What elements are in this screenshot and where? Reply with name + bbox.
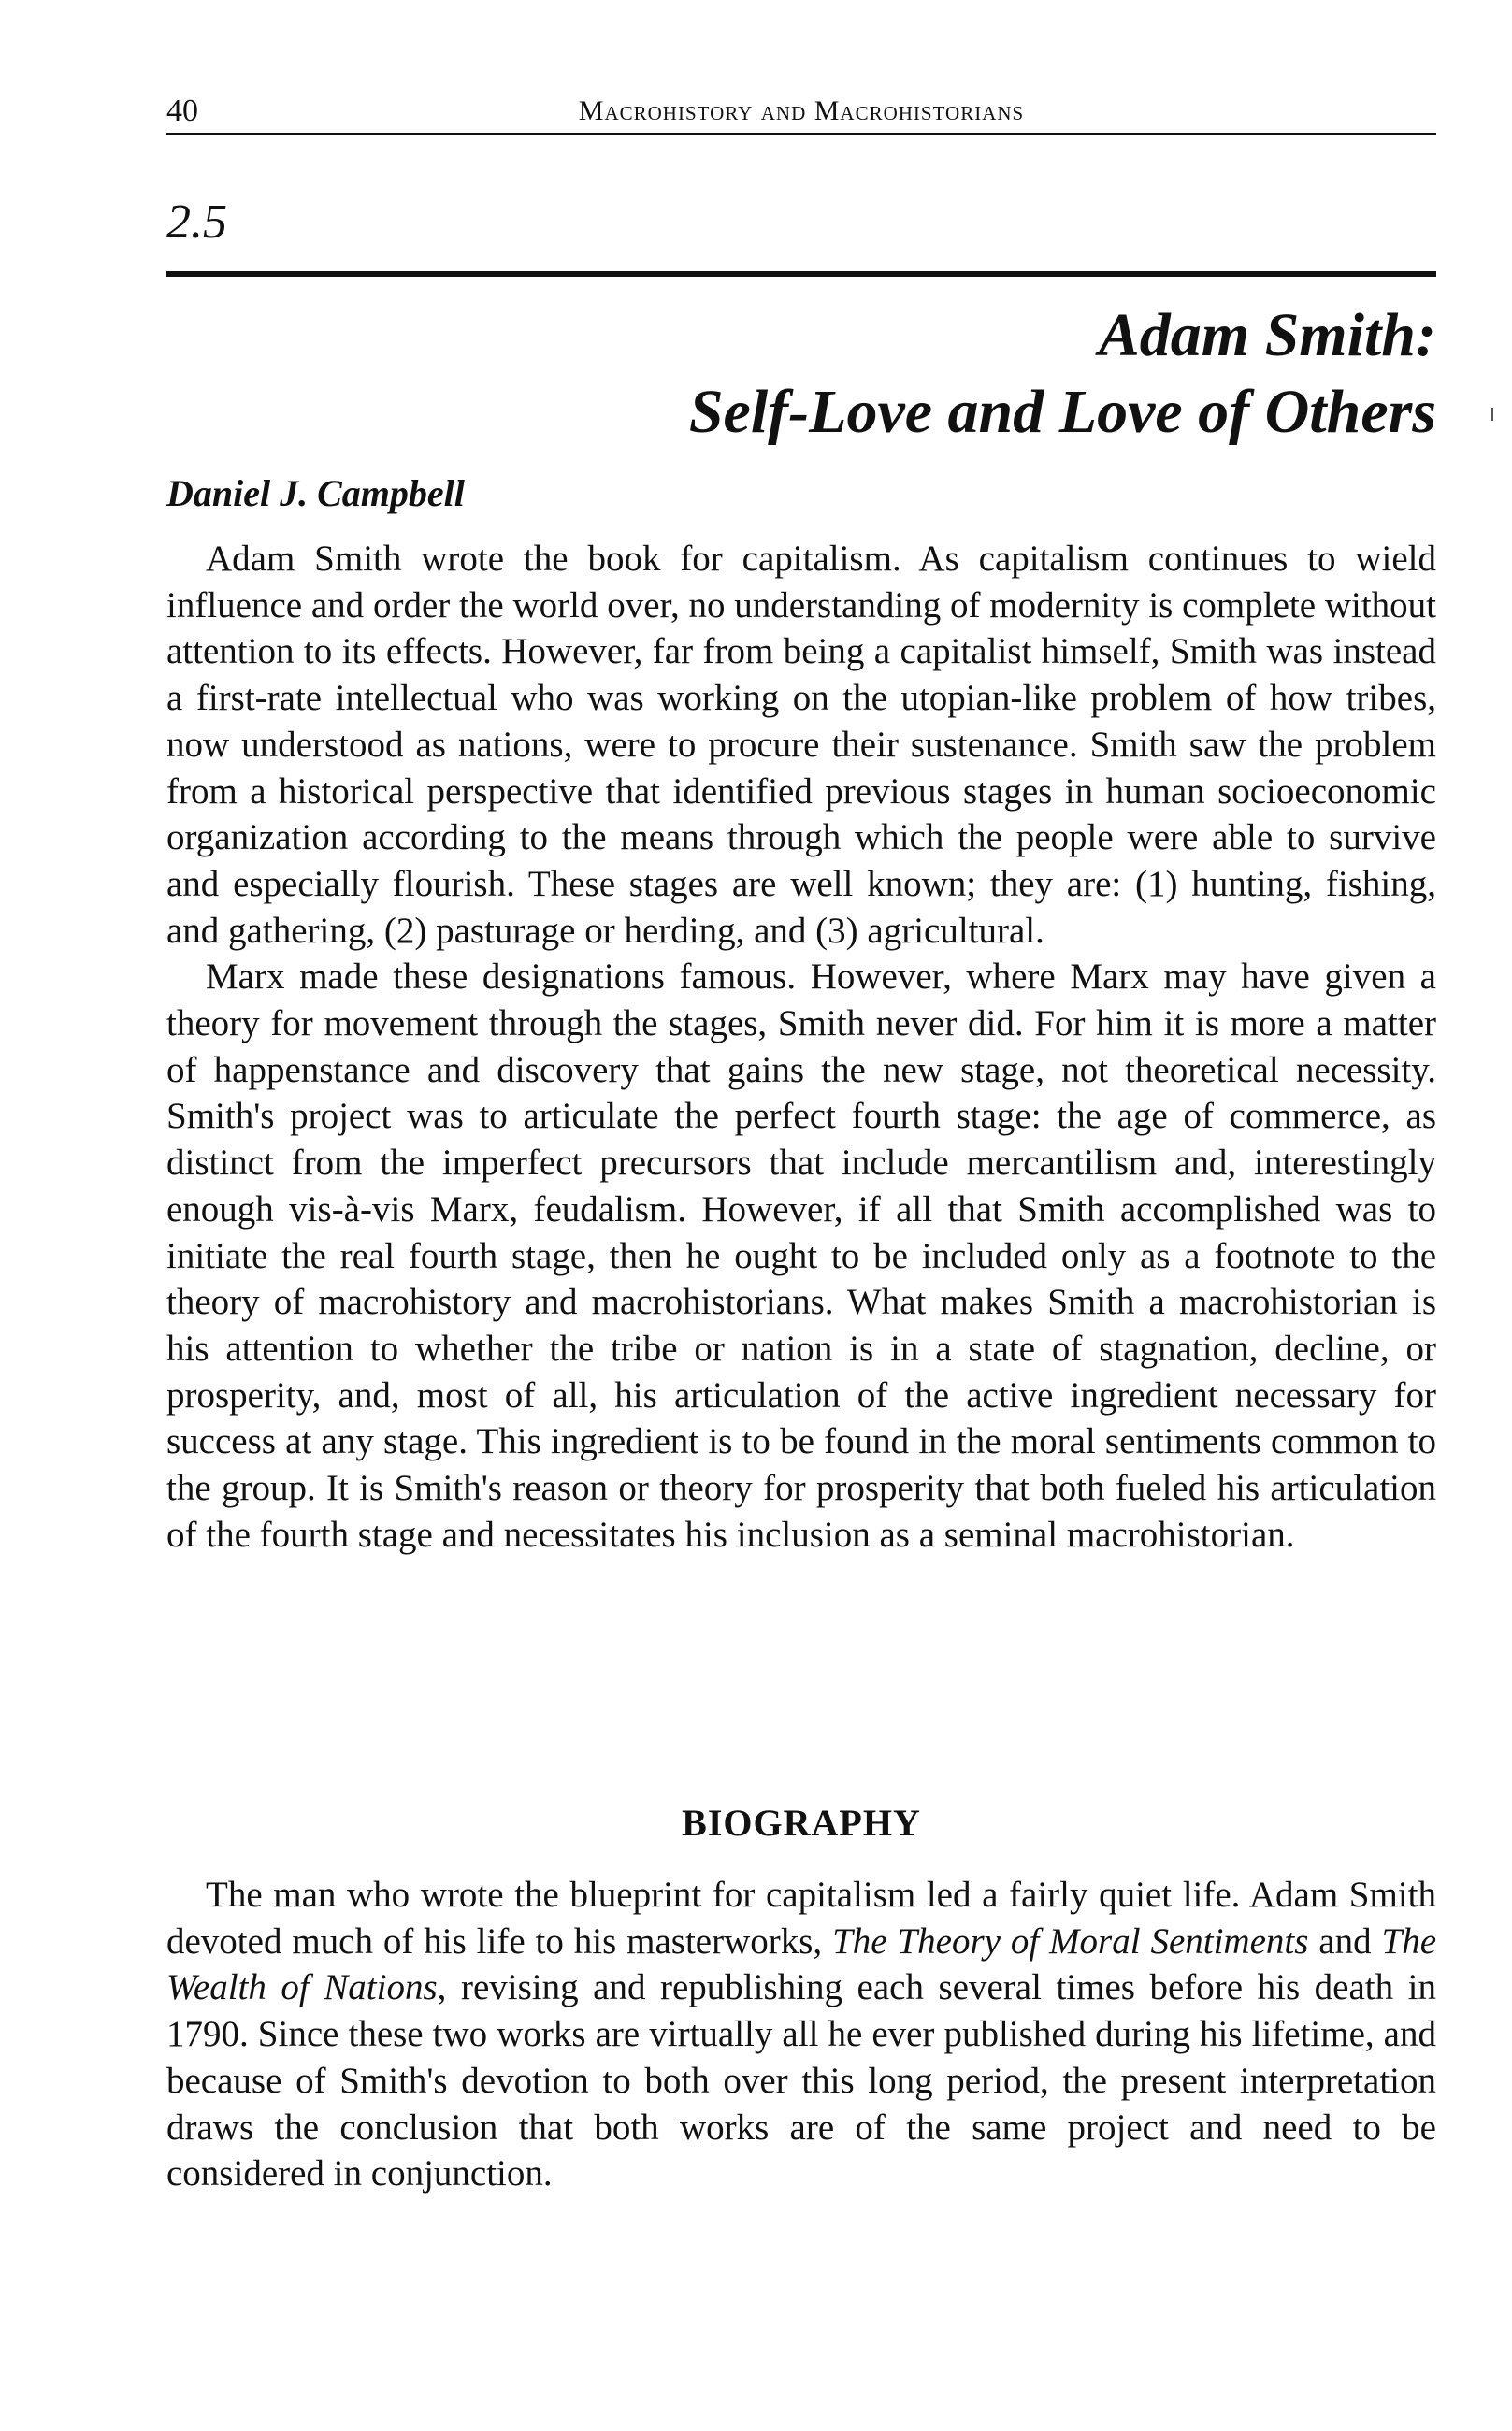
biography-text-3: , revising and republishing each several times before his death in 1790. Since these two works are virtually all he ever published during his lifetime, and because of Smith's devotion to both over this long period, the present interpretation draws the conclusion that both works are of the same project and need to be considered in conjunction. xyxy=(166,1967,1436,2194)
chapter-title-line-2: Self-Love and Love of Others xyxy=(688,378,1436,446)
intro-text xyxy=(166,536,1436,1558)
work-title-wealth-of-nations: The Wealth of Nations xyxy=(166,1920,1437,2008)
biography-text-2: and xyxy=(1308,1920,1382,1962)
paragraph-2: Marx made these designations famous. However, where Marx may have given a theory for movement through the stages, Smith never did. For him it is more a matter of happenstance and discovery that gains the new stage, not theoretical necessity. Smith's project was to articulate the perfect fourth stage: the age of commerce, as distinct from the imperfect precursors that include mercantilism and, interestingly enough vis-à-vis Marx, feudalism. However, if all that Smith accomplished was to initiate the real fourth stage, then he ought to be included only as a footnote to the theory of macrohistory and macrohistorians. What makes Smith a macrohistorian is his attention to whether the tribe or nation is in a state of stagnation, decline, or prosperity, and, most of all, his articulation of the active ingredient necessary for success at any stage. This ingredient is to be found in the moral sentiments common to the group. It is Smith's reason or theory for prosperity that both fueled his articulation of the fourth stage and necessitates his inclusion as a seminal macrohistorian. xyxy=(166,957,1436,1555)
margin-mark xyxy=(1491,408,1493,421)
biography-text-1: The man who wrote the blueprint for capitalism led a fairly quiet life. Adam Smith devoted much of his life to his masterworks, xyxy=(166,1875,1436,1962)
author-byline: Daniel J. Campbell xyxy=(166,472,465,514)
chapter-title-line-1: Adam Smith: xyxy=(1098,301,1436,369)
section-number: 2.5 xyxy=(166,195,227,249)
page-number: 40 xyxy=(166,94,198,128)
running-header xyxy=(166,90,1436,135)
work-title-moral-sentiments: The Theory of Moral Sentiments xyxy=(832,1920,1309,1962)
biography-paragraph xyxy=(166,1872,1436,2197)
section-heading-biography: BIOGRAPHY xyxy=(682,1802,921,1844)
running-title: Macrohistory and Macrohistorians xyxy=(578,95,1025,126)
heading-rule xyxy=(166,271,1436,277)
biography-text xyxy=(166,1872,1436,2197)
chapter-title xyxy=(689,297,1436,451)
paragraph-1: Adam Smith wrote the book for capitalism. As capitalism continues to wield influence and order the world over, no understanding of modernity is complete without attention to its effects. However, far from being a capitalist himself, Smith was instead a first-rate intellectual who was working on the utopian-like problem of how tribes, now understood as nations, were to procure their sustenance. Smith saw the problem from a historical perspective that identified previous stages in human socioeconomic organization according to the means through which the people were able to survive and especially flourish. These stages are well known; they are: (1) hunting, fishing, and gathering, (2) pasturage or herding, and (3) agricultural. xyxy=(166,539,1436,951)
